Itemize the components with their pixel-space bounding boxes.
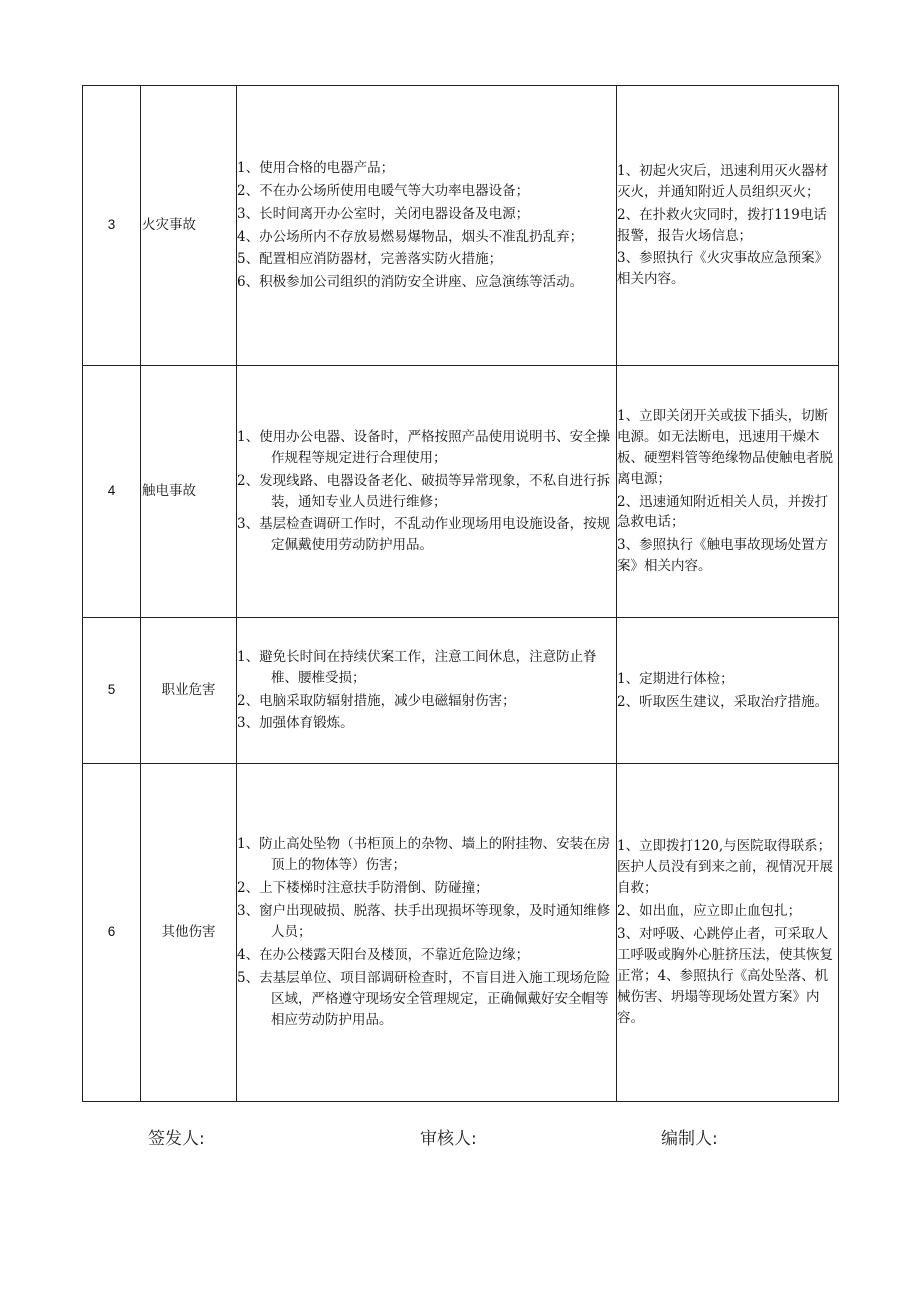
preventive-measures-cell (237, 764, 617, 1102)
list-item: 1、立即关闭开关或拔下插头，切断电源。如无法断电，迅速用干燥木板、硬塑料管等绝缘物品使触电者脱离电源； (617, 407, 833, 487)
table-row (83, 86, 839, 366)
hazard-name: 其他伤害 (141, 764, 237, 1102)
list-item: 4、在办公楼露天阳台及楼顶，不靠近危险边缘； (237, 946, 530, 963)
list-item: 3、窗户出现破损、脱落、扶手出现损坏等现象，及时通知维修人员； (237, 903, 611, 941)
preventive-measures-cell (237, 86, 617, 366)
list-item: 5、去基层单位、项目部调研检查时，不盲目进入施工现场危险区域，严格遵守现场安全管理规定，正确佩戴好安全帽等相应劳动防护用品。 (237, 969, 611, 1028)
signature-line (0, 1124, 920, 1154)
list-item: 2、如出血，应立即止血包扎； (617, 903, 802, 920)
list-item: 2、在扑救火灾同时，拨打119电话报警，报告火场信息； (617, 206, 827, 244)
list-item: 2、电脑采取防辐射措施，减少电磁辐射伤害； (237, 692, 516, 709)
list-item: 2、发现线路、电器设备老化、破损等异常现象，不私自进行拆装，通知专业人员进行维修； (237, 472, 611, 510)
list-item: 3、对呼吸、心跳停止者，可采取人工呼吸或胸外心脏挤压法，使其恢复正常；4、参照执行《高处坠落、机械伤害、坍塌等现场处置方案》内容。 (617, 926, 833, 1026)
list-item: 1、初起火灾后，迅速利用灭火器材灭火，并通知附近人员组织灭火； (617, 162, 829, 200)
hazard-measures-table (82, 85, 839, 1102)
compiler-label: 编制人: (661, 1129, 718, 1149)
list-item: 1、立即拨打120,与医院取得联系；医护人员没有到来之前，视情况开展自救； (617, 838, 833, 897)
response-list (617, 405, 838, 578)
list-item: 2、上下楼梯时注意扶手防滑倒、防碰撞； (237, 880, 489, 897)
list-item: 5、配置相应消防器材，完善落实防火措施； (237, 251, 503, 268)
list-item: 3、基层检查调研工作时，不乱动作业现场用电设施设备，按规定佩戴使用劳动防护用品。 (237, 516, 611, 554)
list-item: 3、长时间离开办公室时，关闭电器设备及电源； (237, 205, 530, 222)
row-number: 6 (83, 764, 141, 1102)
issuer-label: 签发人: (148, 1129, 205, 1149)
measure-list (237, 646, 616, 736)
list-item: 2、迅速通知附近相关人员，并拨打急救电话； (617, 493, 829, 531)
preventive-measures-cell (237, 618, 617, 764)
hazard-name: 触电事故 (141, 366, 237, 618)
table-row (83, 764, 839, 1102)
hazard-name: 火灾事故 (141, 86, 237, 366)
emergency-response-cell (617, 86, 839, 366)
list-item: 2、听取医生建议，采取治疗措施。 (617, 693, 829, 710)
hazard-name: 职业危害 (141, 618, 237, 764)
measure-list (237, 833, 616, 1031)
list-item: 1、避免长时间在持续伏案工作，注意工间休息，注意防止脊椎、腰椎受损； (237, 648, 597, 686)
response-list (617, 160, 838, 292)
list-item: 1、防止高处坠物（书柜顶上的杂物、墙上的附挂物、安装在房顶上的物体等）伤害； (237, 836, 611, 874)
list-item: 1、使用办公电器、设备时，严格按照产品使用说明书、安全操作规程等规定进行合理使用； (237, 428, 611, 466)
list-item: 1、定期进行体检； (617, 670, 734, 687)
table-row (83, 366, 839, 618)
list-item: 4、办公场所内不存放易燃易爆物品，烟头不准乱扔乱弃； (237, 228, 584, 245)
measure-list (237, 426, 616, 558)
reviewer-label: 审核人: (420, 1129, 477, 1149)
list-item: 6、积极参加公司组织的消防安全讲座、应急演练等活动。 (237, 274, 584, 291)
list-item: 3、参照执行《火灾事故应急预案》相关内容。 (617, 250, 829, 288)
row-number: 5 (83, 618, 141, 764)
row-number: 4 (83, 366, 141, 618)
response-list (617, 835, 838, 1029)
emergency-response-cell (617, 764, 839, 1102)
emergency-response-cell (617, 618, 839, 764)
row-number: 3 (83, 86, 141, 366)
list-item: 3、加强体育锻炼。 (237, 715, 354, 732)
list-item: 1、使用合格的电器产品； (237, 159, 395, 176)
measure-list (237, 157, 616, 295)
table-row (83, 618, 839, 764)
response-list (617, 668, 838, 714)
preventive-measures-cell (237, 366, 617, 618)
list-item: 3、参照执行《触电事故现场处置方案》相关内容。 (617, 537, 829, 575)
emergency-response-cell (617, 366, 839, 618)
list-item: 2、不在办公场所使用电暖气等大功率电器设备； (237, 182, 530, 199)
